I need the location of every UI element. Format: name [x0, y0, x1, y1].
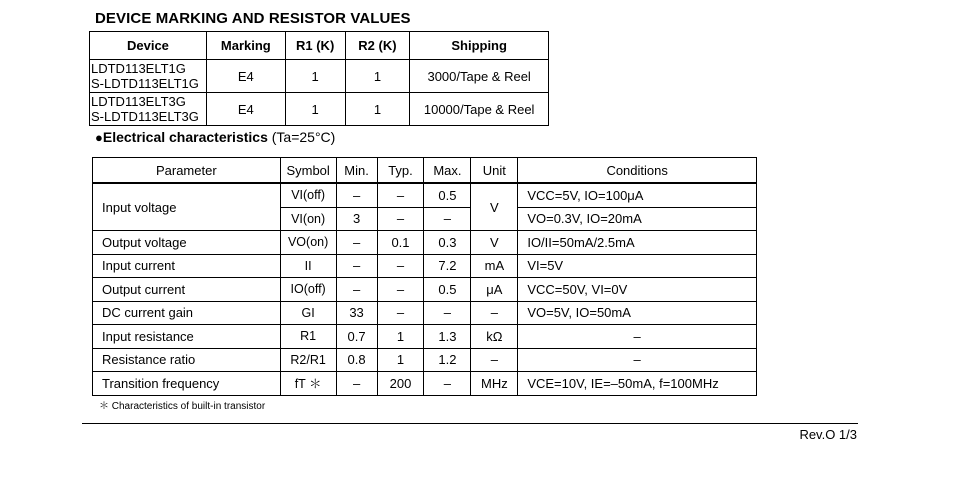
- max-value: –: [424, 301, 471, 325]
- typ-value: –: [377, 301, 424, 325]
- header-device: Device: [90, 32, 207, 60]
- header-unit: Unit: [471, 158, 518, 184]
- header-r2: R2 (K): [345, 32, 410, 60]
- parameter-name: Input voltage: [102, 199, 177, 215]
- device-names: [90, 60, 207, 93]
- symbol-value: R2/R1: [280, 348, 336, 372]
- symbol-value: R1: [280, 325, 336, 349]
- header-parameter: Parameter: [93, 158, 281, 184]
- r1-value: 1: [285, 93, 345, 126]
- footer-divider: [82, 423, 858, 424]
- symbol-value: II: [280, 254, 336, 278]
- parameter-name: Transition frequency: [93, 372, 281, 396]
- min-value: –: [336, 278, 377, 302]
- device-name: LDTD113ELT3G: [91, 94, 186, 109]
- conditions-value: –: [518, 348, 757, 372]
- conditions-value: IO/II=50mA/2.5mA: [518, 231, 757, 255]
- marking-section-title: DEVICE MARKING AND RESISTOR VALUES: [95, 10, 411, 27]
- shipping-value: 10000/Tape & Reel: [410, 93, 549, 126]
- max-value: –: [424, 207, 471, 231]
- marking-code: E4: [206, 60, 285, 93]
- symbol-value: VO(on): [280, 231, 336, 255]
- conditions-value: –: [518, 325, 757, 349]
- unit-value: V: [471, 183, 518, 231]
- parameter-name: Output voltage: [93, 231, 281, 255]
- symbol-value: fT ＊: [280, 372, 336, 396]
- typ-value: –: [377, 207, 424, 231]
- min-value: –: [336, 254, 377, 278]
- conditions-value: VO=0.3V, IO=20mA: [518, 207, 757, 231]
- table-row: [90, 93, 549, 126]
- symbol-value: VI(off): [280, 183, 336, 207]
- revision-label: Rev.O 1/3: [799, 427, 857, 442]
- parameter-name: Input current: [93, 254, 281, 278]
- table-row: [93, 372, 757, 396]
- parameter-name: DC current gain: [93, 301, 281, 325]
- header-conditions: Conditions: [518, 158, 757, 184]
- max-value: 0.5: [424, 183, 471, 207]
- typ-value: 1: [377, 348, 424, 372]
- conditions-value: VI=5V: [518, 254, 757, 278]
- symbol-value: IO(off): [280, 278, 336, 302]
- device-name: LDTD113ELT1G: [91, 61, 186, 76]
- conditions-value: VCE=10V, IE=–50mA, f=100MHz: [518, 372, 757, 396]
- electrical-section-title: Electrical characteristics: [102, 129, 268, 145]
- device-marking-table: [89, 31, 549, 126]
- table-row: [93, 301, 757, 325]
- min-value: 3: [336, 207, 377, 231]
- min-value: 0.8: [336, 348, 377, 372]
- header-marking: Marking: [206, 32, 285, 60]
- unit-value: –: [471, 348, 518, 372]
- table-row: [93, 183, 757, 207]
- table-row: [93, 254, 757, 278]
- max-value: 7.2: [424, 254, 471, 278]
- header-typ: Typ.: [377, 158, 424, 184]
- table-row: [93, 278, 757, 302]
- max-value: 1.3: [424, 325, 471, 349]
- bullet-icon: ●: [95, 130, 103, 145]
- min-value: –: [336, 231, 377, 255]
- unit-value: –: [471, 301, 518, 325]
- typ-value: –: [377, 254, 424, 278]
- max-value: 0.3: [424, 231, 471, 255]
- unit-value: mA: [471, 254, 518, 278]
- symbol-value: VI(on): [280, 207, 336, 231]
- device-name: S-LDTD113ELT1G: [91, 76, 199, 91]
- header-min: Min.: [336, 158, 377, 184]
- r2-value: 1: [345, 60, 410, 93]
- typ-value: –: [377, 183, 424, 207]
- conditions-value: VO=5V, IO=50mA: [518, 301, 757, 325]
- device-names: [90, 93, 207, 126]
- min-value: 33: [336, 301, 377, 325]
- parameter-name: Output current: [93, 278, 281, 302]
- typ-value: –: [377, 278, 424, 302]
- min-value: –: [336, 372, 377, 396]
- table-row: [90, 60, 549, 93]
- min-value: –: [336, 183, 377, 207]
- device-name: S-LDTD113ELT3G: [91, 109, 199, 124]
- marking-code: E4: [206, 93, 285, 126]
- symbol-value: GI: [280, 301, 336, 325]
- header-max: Max.: [424, 158, 471, 184]
- max-value: 0.5: [424, 278, 471, 302]
- typ-value: 1: [377, 325, 424, 349]
- table-row: [93, 325, 757, 349]
- typ-value: 0.1: [377, 231, 424, 255]
- r1-value: 1: [285, 60, 345, 93]
- max-value: –: [424, 372, 471, 396]
- conditions-value: VCC=5V, IO=100μA: [518, 183, 757, 207]
- typ-value: 200: [377, 372, 424, 396]
- unit-value: μA: [471, 278, 518, 302]
- shipping-value: 3000/Tape & Reel: [410, 60, 549, 93]
- min-value: 0.7: [336, 325, 377, 349]
- unit-value: kΩ: [471, 325, 518, 349]
- electrical-characteristics-table: [92, 157, 757, 396]
- parameter-name: Input resistance: [93, 325, 281, 349]
- header-symbol: Symbol: [280, 158, 336, 184]
- max-value: 1.2: [424, 348, 471, 372]
- parameter-name: Resistance ratio: [93, 348, 281, 372]
- unit-value: MHz: [471, 372, 518, 396]
- header-r1: R1 (K): [285, 32, 345, 60]
- table-row: [93, 348, 757, 372]
- header-shipping: Shipping: [410, 32, 549, 60]
- electrical-section-heading: [95, 129, 335, 145]
- footnote: ＊ Characteristics of built-in transistor: [99, 401, 266, 412]
- r2-value: 1: [345, 93, 410, 126]
- unit-value: V: [471, 231, 518, 255]
- table-row: [93, 231, 757, 255]
- conditions-value: VCC=50V, VI=0V: [518, 278, 757, 302]
- electrical-section-condition: (Ta=25°C): [267, 129, 336, 145]
